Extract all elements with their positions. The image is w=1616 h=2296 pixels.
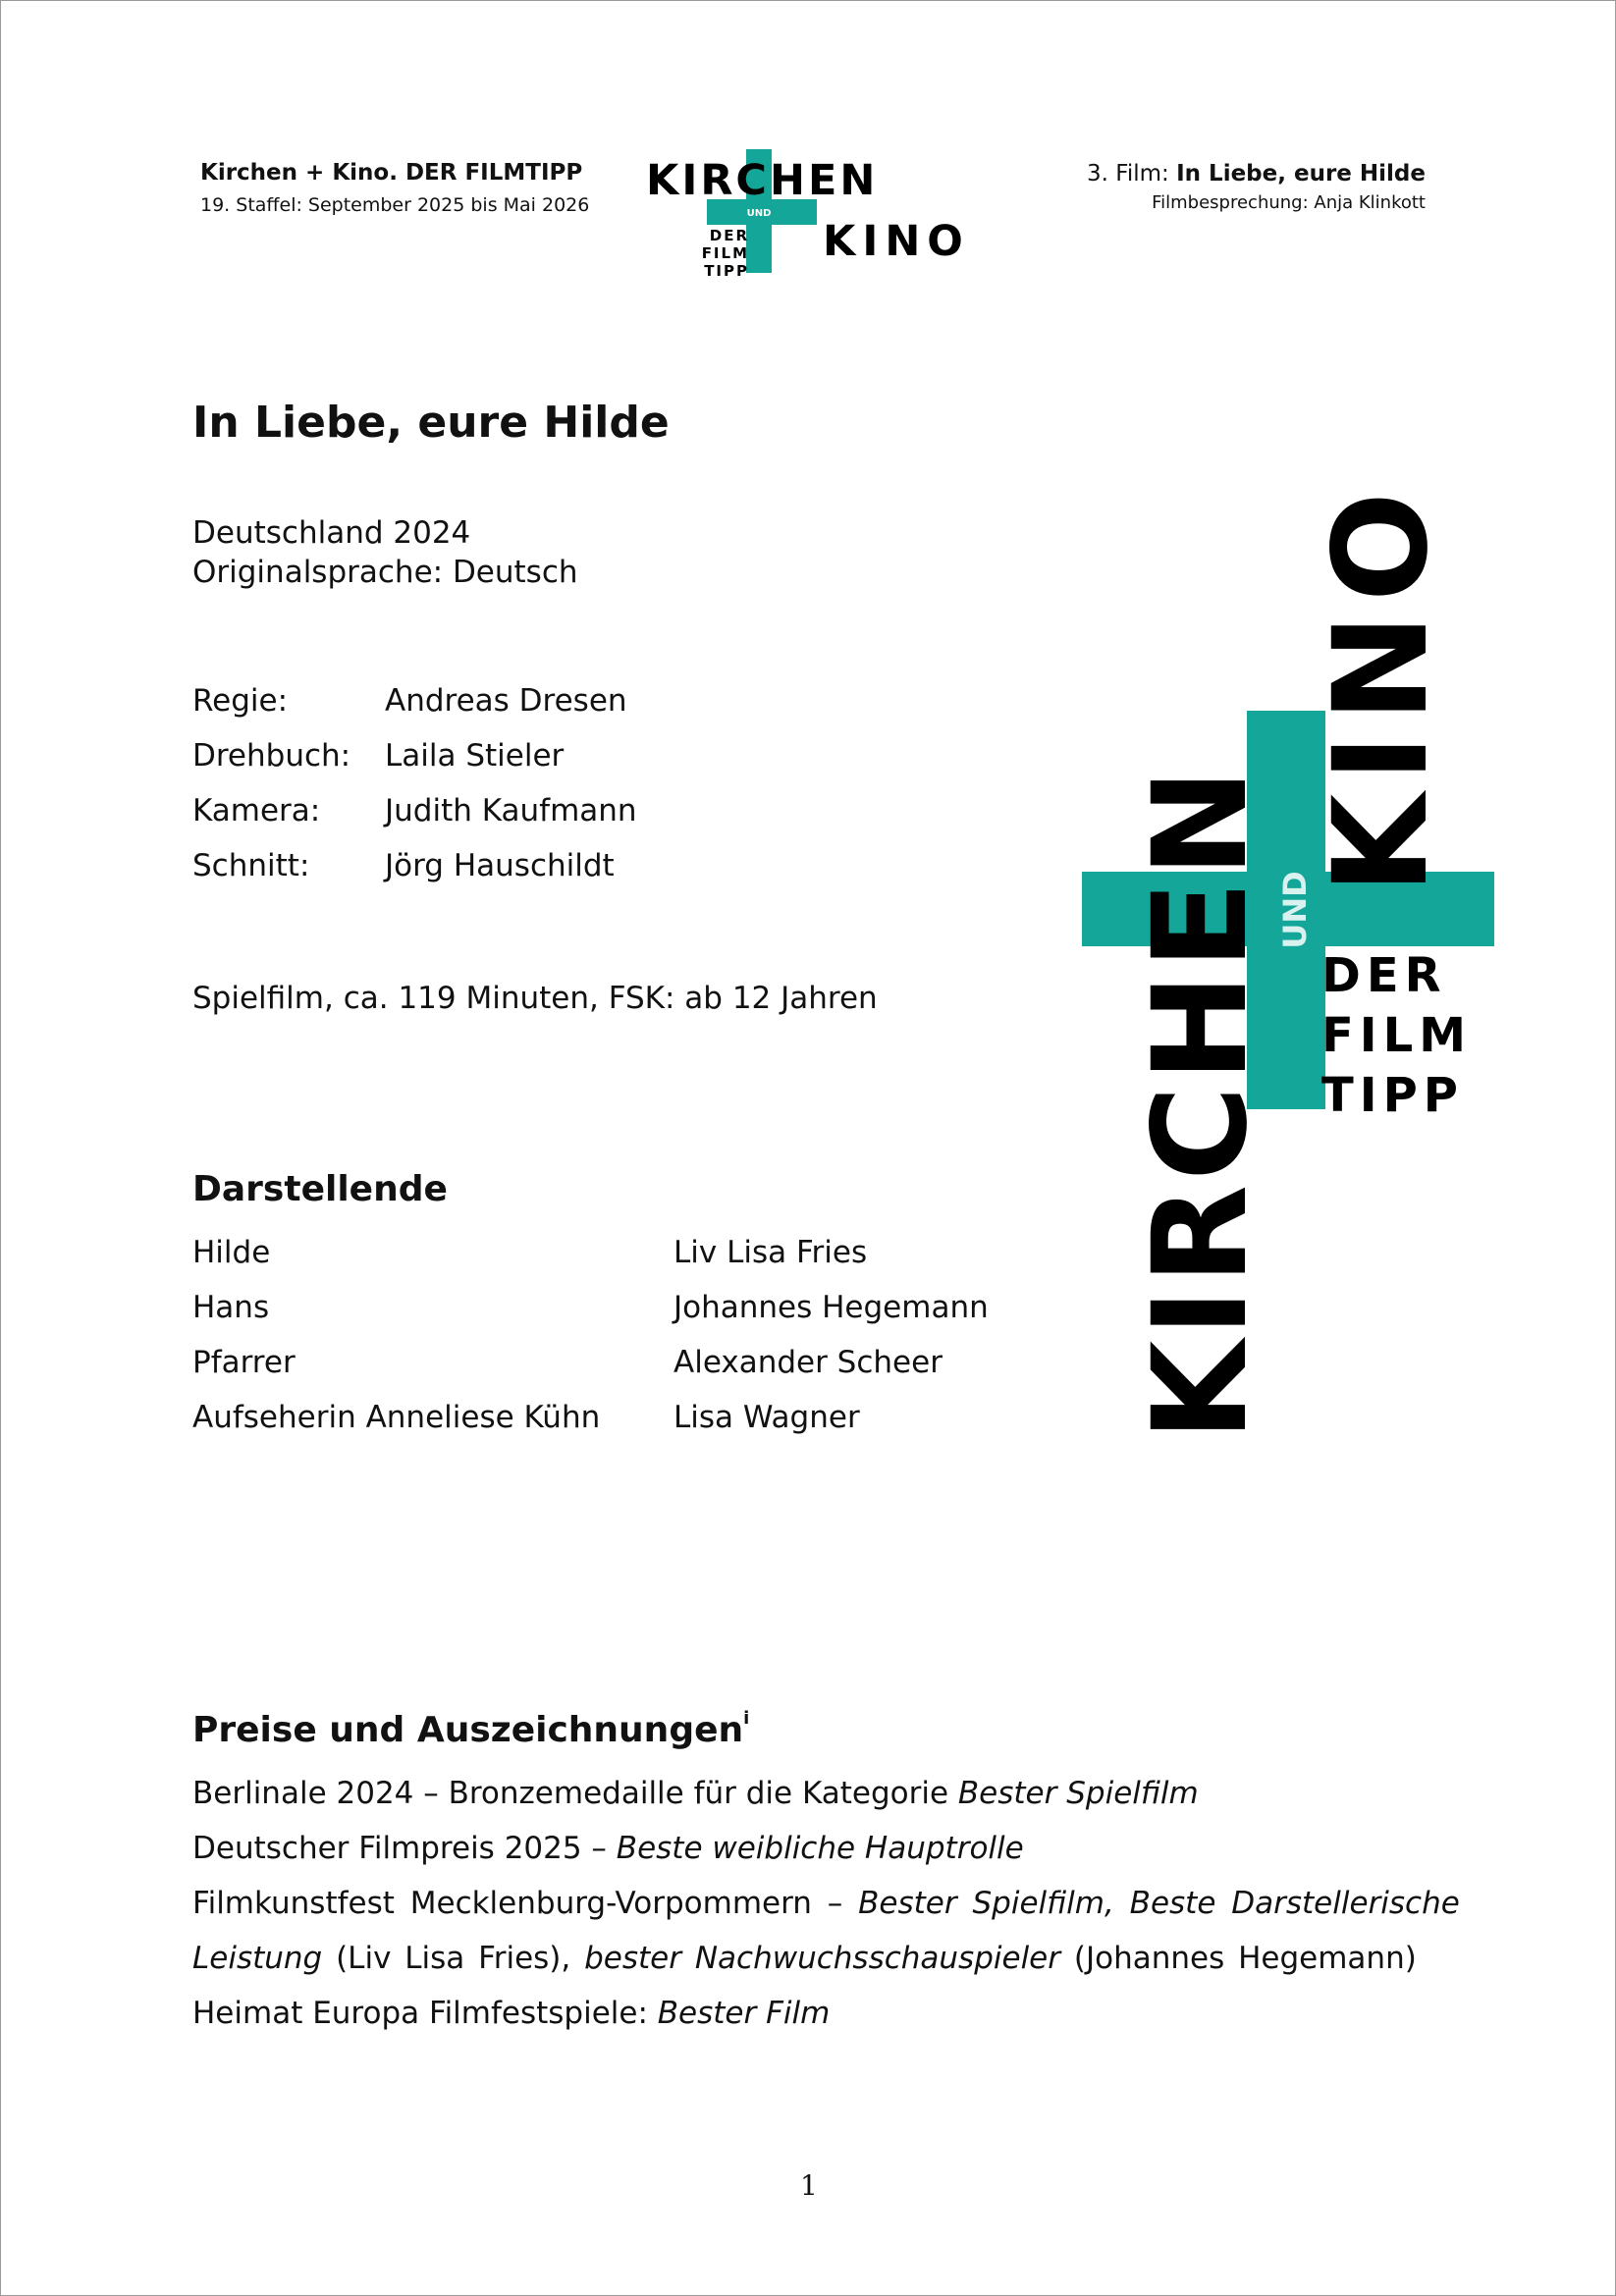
award-category: Beste weibliche Hauptrolle: [616, 1831, 1024, 1866]
film-info: Spielfilm, ca. 119 Minuten, FSK: ab 12 Jahren: [192, 981, 878, 1016]
award-category: Bester Spielfilm, Beste Darstellerische: [858, 1886, 1460, 1921]
cast-role: Hilde: [192, 1235, 271, 1270]
award-line: [192, 1996, 830, 2031]
page-number: 1: [800, 2169, 818, 2202]
main-logo-kirchen: KIRCHEN: [1125, 764, 1276, 1441]
award-text: Heimat Europa Filmfestspiele:: [192, 1996, 658, 2031]
award-line: [192, 1831, 1024, 1866]
cast-role: Pfarrer: [192, 1345, 296, 1380]
footnote-mark[interactable]: i: [743, 1708, 750, 1729]
credit-role-screenplay: Drehbuch:: [192, 738, 351, 774]
award-category: Bester Film: [657, 1996, 831, 2031]
awards-heading: [192, 1708, 749, 1750]
credit-name-editing: Jörg Hauschildt: [385, 848, 615, 883]
award-text: (Liv Lisa Fries),: [322, 1941, 585, 1976]
header-logo-und: UND: [746, 208, 772, 219]
cast-heading: Darstellende: [192, 1169, 448, 1209]
award-line: [192, 1941, 1417, 1976]
header-logo-tipp: TIPP: [704, 262, 749, 279]
award-category: bester Nachwuchsschauspieler: [584, 1941, 1061, 1976]
cast-actor: Lisa Wagner: [673, 1400, 860, 1435]
cast-role: Aufseherin Anneliese Kühn: [192, 1400, 601, 1435]
header-film-prefix: 3. Film:: [1087, 161, 1177, 187]
header-logo: [643, 145, 977, 279]
header-film-title: In Liebe, eure Hilde: [1176, 161, 1426, 187]
cast-role: Hans: [192, 1290, 270, 1325]
main-logo-kino: KINO: [1306, 479, 1457, 895]
header-logo-der: DER: [709, 227, 749, 244]
credit-name-director: Andreas Dresen: [385, 683, 627, 719]
credit-name-screenplay: Laila Stieler: [385, 738, 565, 774]
film-title: In Liebe, eure Hilde: [192, 398, 670, 448]
original-language: Originalsprache: Deutsch: [192, 555, 578, 590]
award-category: Leistung: [192, 1941, 323, 1976]
credit-role-camera: Kamera:: [192, 793, 321, 828]
cast-actor: Liv Lisa Fries: [673, 1235, 868, 1270]
header-film-line: [1087, 161, 1426, 187]
main-logo-und: UND: [1276, 871, 1314, 949]
main-logo-tipp: TIPP: [1321, 1068, 1464, 1123]
cast-actor: Johannes Hegemann: [673, 1290, 989, 1325]
awards-heading-text: Preise und Auszeichnungen: [192, 1710, 744, 1750]
header-logo-kirchen: KIRCHEN: [646, 156, 879, 205]
credit-role-editing: Schnitt:: [192, 848, 310, 883]
credit-role-director: Regie:: [192, 683, 289, 719]
header-logo-film: FILM: [701, 244, 749, 262]
award-line: [192, 1776, 1199, 1811]
award-category: Bester Spielfilm: [957, 1776, 1199, 1811]
main-logo-film: FILM: [1321, 1008, 1472, 1063]
country-year: Deutschland 2024: [192, 515, 471, 551]
cast-actor: Alexander Scheer: [673, 1345, 943, 1380]
header-logo-kino: KINO: [823, 217, 970, 266]
main-logo-der: DER: [1321, 948, 1447, 1003]
award-text: (Johannes Hegemann): [1060, 1941, 1417, 1976]
award-text: Berlinale 2024 – Bronzemedaille für die Kategorie: [192, 1776, 958, 1811]
award-line: [192, 1886, 1460, 1921]
award-text: Filmkunstfest Mecklenburg-Vorpommern –: [192, 1886, 859, 1921]
header-series-title: Kirchen + Kino. DER FILMTIPP: [200, 160, 583, 186]
credit-name-camera: Judith Kaufmann: [385, 793, 637, 828]
header-season: 19. Staffel: September 2025 bis Mai 2026: [200, 194, 590, 216]
main-logo: [1070, 393, 1502, 1453]
header-reviewer: Filmbesprechung: Anja Klinkott: [1152, 192, 1426, 213]
award-text: Deutscher Filmpreis 2025 –: [192, 1831, 617, 1866]
